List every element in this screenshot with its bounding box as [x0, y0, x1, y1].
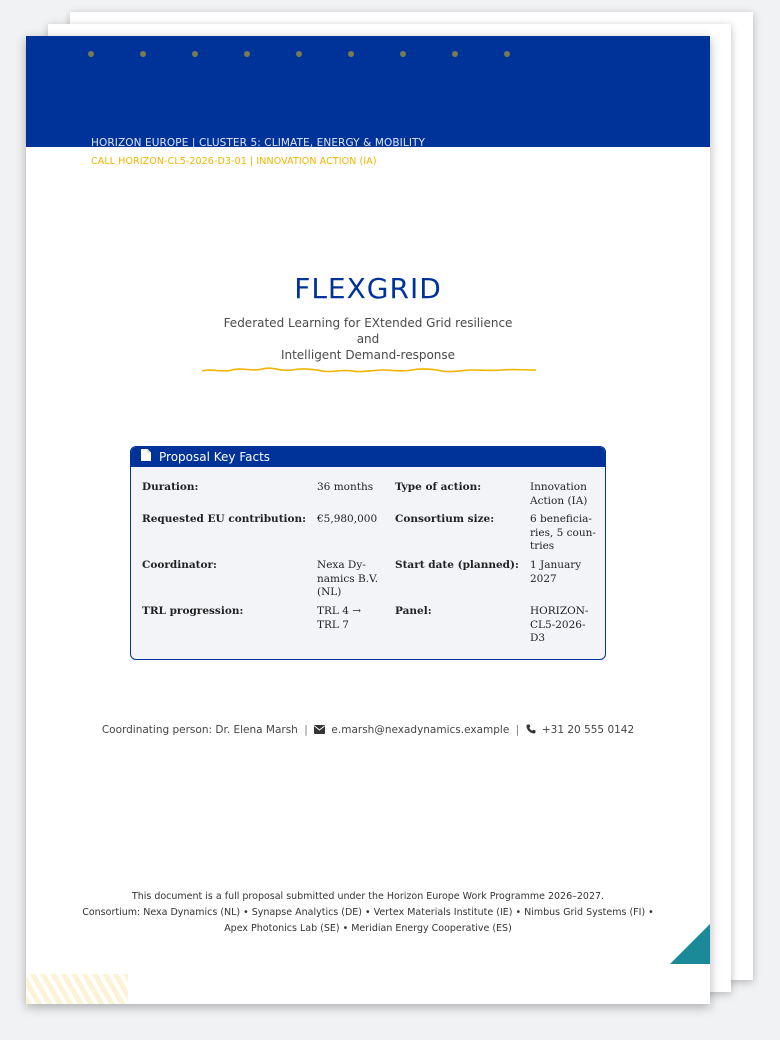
- key-facts-title: Proposal Key Facts: [159, 450, 271, 464]
- subtitle-line: Federated Learning for EXtended Grid resilience and: [223, 316, 513, 346]
- fact-value-duration: 36 months: [317, 481, 374, 493]
- header-banner: [26, 36, 710, 147]
- fact-label-type: Type of action:: [395, 481, 482, 493]
- footer-line: This document is a full proposal submitted under the Horizon Europe Work Programme 2026–2027.: [131, 891, 605, 902]
- fact-label-contribution: Requested EU contribution:: [142, 513, 307, 525]
- key-facts-box: [130, 446, 606, 660]
- dot: [504, 51, 510, 57]
- fact-value-line: TRL 4 →: [317, 605, 362, 617]
- project-acronym: FLEXGRID: [294, 272, 442, 305]
- fact-value-line: D3: [530, 632, 546, 644]
- separator: |: [515, 724, 520, 736]
- dot: [244, 51, 250, 57]
- dot: [400, 51, 406, 57]
- dot: [192, 51, 198, 57]
- stripe-decoration: [26, 974, 128, 1004]
- call-line: CALL HORIZON-CL5-2026-D3-01 | INNOVATION ACTION (IA): [91, 156, 377, 167]
- dot: [452, 51, 458, 57]
- key-facts-header: [131, 447, 605, 467]
- corner-triangle-decoration: [670, 924, 710, 964]
- fact-value-line: tries: [530, 540, 555, 552]
- fact-value-line: 1 January: [530, 559, 582, 571]
- fact-value-line: Nexa Dy-: [317, 559, 366, 571]
- separator: |: [304, 724, 308, 736]
- fact-label-coordinator: Coordinator:: [142, 559, 217, 571]
- programme-line: HORIZON EUROPE | CLUSTER 5: CLIMATE, ENERGY & MOBILITY: [91, 137, 426, 149]
- footer-note: [66, 889, 670, 937]
- dot: [296, 51, 302, 57]
- phone-icon: [526, 724, 539, 736]
- fact-value-line: TRL 7: [317, 618, 349, 631]
- fact-value-trl: [317, 605, 361, 632]
- fact-value-contribution: €5,980,000: [317, 513, 378, 525]
- footer-line: Consortium: Nexa Dynamics (NL) • Synapse Analytics (DE) • Vertex Materials Institute (IE) • Nimbus Grid Systems (FI) •: [82, 907, 654, 918]
- dot: [140, 51, 146, 57]
- fact-value-consortium: [530, 513, 596, 554]
- fact-label-consortium: Consortium size:: [395, 513, 495, 525]
- fact-value-line: (NL): [317, 586, 342, 598]
- fact-value-panel: [530, 605, 588, 646]
- fact-value-line: namics B.V.: [317, 572, 379, 585]
- fact-value-start-date: [530, 559, 581, 586]
- envelope-icon: [314, 724, 328, 736]
- fact-value-line: Action (IA): [530, 494, 588, 507]
- coordinating-person: Coordinating person: Dr. Elena Marsh: [101, 724, 298, 736]
- subtitle-line: Intelligent Demand-response: [280, 348, 456, 362]
- dot: [88, 51, 94, 57]
- fact-label-duration: Duration:: [142, 481, 199, 493]
- fact-value-line: 2027: [530, 572, 557, 585]
- fact-value-type: [530, 481, 587, 508]
- contact-line: [26, 724, 710, 736]
- footer-line: Apex Photonics Lab (SE) • Meridian Energy Cooperative (ES): [224, 923, 512, 934]
- email-link[interactable]: e.marsh@nexadynamics.example: [331, 724, 510, 736]
- proposal-cover-page: [26, 36, 710, 1004]
- dot: [348, 51, 354, 57]
- fact-value-line: HORIZON-: [530, 605, 589, 617]
- fact-value-coordinator: [317, 559, 378, 600]
- decorative-squiggle: [202, 364, 536, 378]
- fact-value-line: ries, 5 coun-: [530, 526, 596, 539]
- fact-label-trl: TRL progression:: [142, 605, 244, 617]
- star-dots: [88, 51, 556, 57]
- fact-value-line: Innovation: [530, 481, 587, 493]
- fact-value-line: 6 beneficia-: [530, 513, 592, 525]
- fact-label-panel: Panel:: [395, 605, 432, 617]
- fact-label-start-date: Start date (planned):: [395, 559, 519, 571]
- phone-number[interactable]: +31 20 555 0142: [541, 724, 635, 736]
- document-icon: [141, 447, 151, 467]
- fact-value-line: CL5-2026-: [530, 618, 586, 631]
- project-subtitle: [218, 315, 518, 363]
